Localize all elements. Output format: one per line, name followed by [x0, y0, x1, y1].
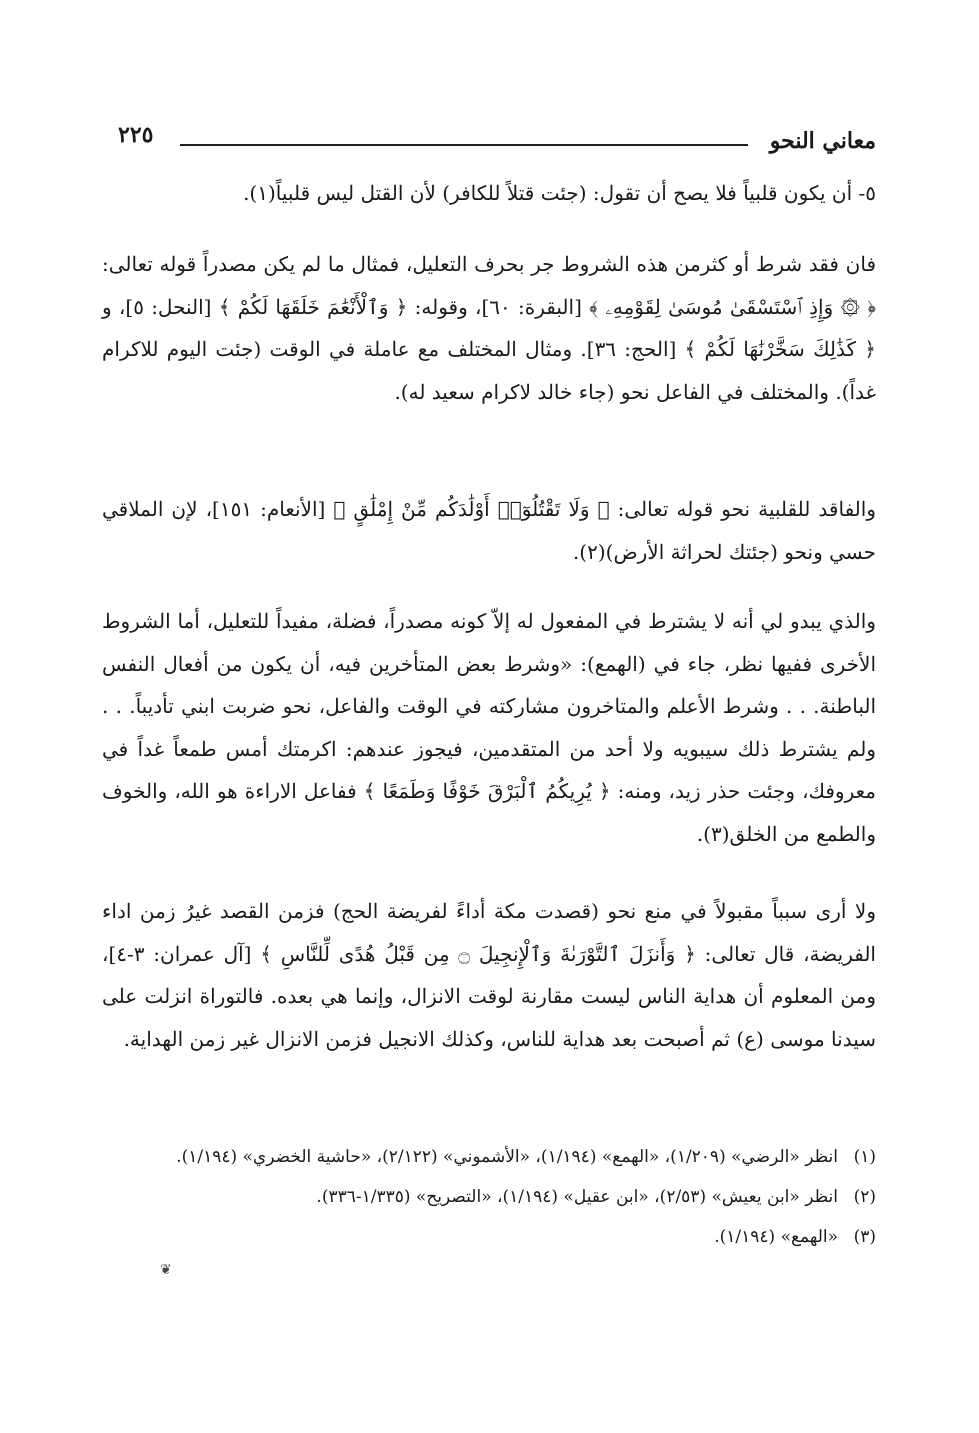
ornament-icon: ❦ — [160, 1262, 172, 1278]
footnote-number: (١) — [853, 1147, 876, 1167]
paragraph-4 — [102, 600, 876, 855]
footnote-text: «الهمع» (١/١٩٤). — [714, 1227, 838, 1247]
footnote-2 — [102, 1182, 876, 1212]
footnote-3 — [102, 1222, 876, 1252]
page-number: ٢٢٥ — [118, 122, 154, 148]
paragraph-1 — [102, 172, 876, 215]
footnote-number: (٢) — [853, 1187, 876, 1207]
paragraph-3 — [102, 488, 876, 573]
paragraph-text: والذي يبدو لي أنه لا يشترط في المفعول له إلاّ كونه مصدراً، فضلة، مفيداً للتعليل، أما الشروط الأخرى ففيها نظر، جاء في (الهمع): «وشرط بعض المتأخرين فيه، أن يكون من أفعال النفس الباطنة. . . وشرط الأعلم والمتاخرون مشاركته في الوقت والفاعل، نحو ضربت ابني تأديباً. . . ولم يشترط ذلك سيبويه ولا أحد من المتقدمين، فيجوز عندهم: اكرمتك أمس طمعاً غداً في معروفك، وجئت حذر زيد، ومنه: ﴿ يُرِيكُمُ ٱلْبَرْقَ خَوْفًا وَطَمَعًا ﴾ ففاعل الاراءة هو الله، والخوف والطمع من الخلق(٣). — [102, 609, 876, 846]
paragraph-text: ولا أرى سبباً مقبولاً في منع نحو (قصدت مكة أداءً لفريضة الحج) فزمن القصد غيرُ زمن اداء الفريضة، قال تعالى: ﴿ وَأَنزَلَ ٱلتَّوْرَىٰةَ وَٱلْإِنجِيلَ ۝ مِن قَبْلُ هُدًى لِّلنَّاسِ ﴾ [آل عمران: ٣-٤]، ومن المعلوم أن هداية الناس ليست مقارنة لوقت الانزال، وإنما هي بعده. فالتوراة انزلت على سيدنا موسى (ع) ثم أصبحت بعد هداية للناس، وكذلك الانجيل فزمن الانزال غير زمن الهداية. — [102, 899, 876, 1051]
page-header — [118, 120, 876, 160]
paragraph-5 — [102, 890, 876, 1060]
paragraph-text: ٥- أن يكون قلبياً فلا يصح أن تقول: (جئت قتلاً للكافر) لأن القتل ليس قلبياً(١). — [243, 181, 876, 205]
footnote-text: انظر «الرضي» (١/٢٠٩)، «الهمع» (١/١٩٤)، «الأشموني» (٢/١٢٢)، «حاشية الخضري» (١/١٩٤). — [176, 1147, 838, 1167]
footnote-text: انظر «ابن يعيش» (٢/٥٣)، «ابن عقيل» (١/١٩٤)، «التصريح» (١/٣٣٥-٣٣٦). — [316, 1187, 838, 1207]
footnote-1 — [102, 1142, 876, 1172]
paragraph-text: فان فقد شرط أو كثرمن هذه الشروط جر بحرف التعليل، فمثال ما لم يكن مصدراً قوله تعالى: ﴿ ۞ وَإِذِ ٱسْتَسْقَىٰ مُوسَىٰ لِقَوْمِهِۦ ﴾ [البقرة: ٦٠]، وقوله: ﴿ وَٱلْأَنْعَٰمَ خَلَقَهَا لَكُمْ ﴾ [النحل: ٥]، و ﴿ كَذَٰلِكَ سَخَّرْنَٰهَا لَكُمْ ﴾ [الحج: ٣٦]. ومثال المختلف مع عاملة في الوقت (جئت اليوم للاكرام غداً). والمختلف في الفاعل نحو (جاء خالد لاكرام سعيد له). — [102, 252, 877, 404]
paragraph-2 — [102, 243, 876, 413]
running-title: معاني النحو — [769, 128, 876, 154]
footnotes — [102, 1142, 876, 1262]
header-rule — [180, 144, 748, 146]
footnote-number: (٣) — [853, 1227, 876, 1247]
paragraph-text: والفاقد للقلبية نحو قوله تعالى: ﴿ وَلَا تَقْتُلُوٓا۟ أَوْلَٰدَكُم مِّنْ إِمْلَٰقٍ ﴾ [الأنعام: ١٥١]، لإن الملاقي حسي ونحو (جئتك لحراثة الأرض)(٢). — [102, 497, 876, 564]
